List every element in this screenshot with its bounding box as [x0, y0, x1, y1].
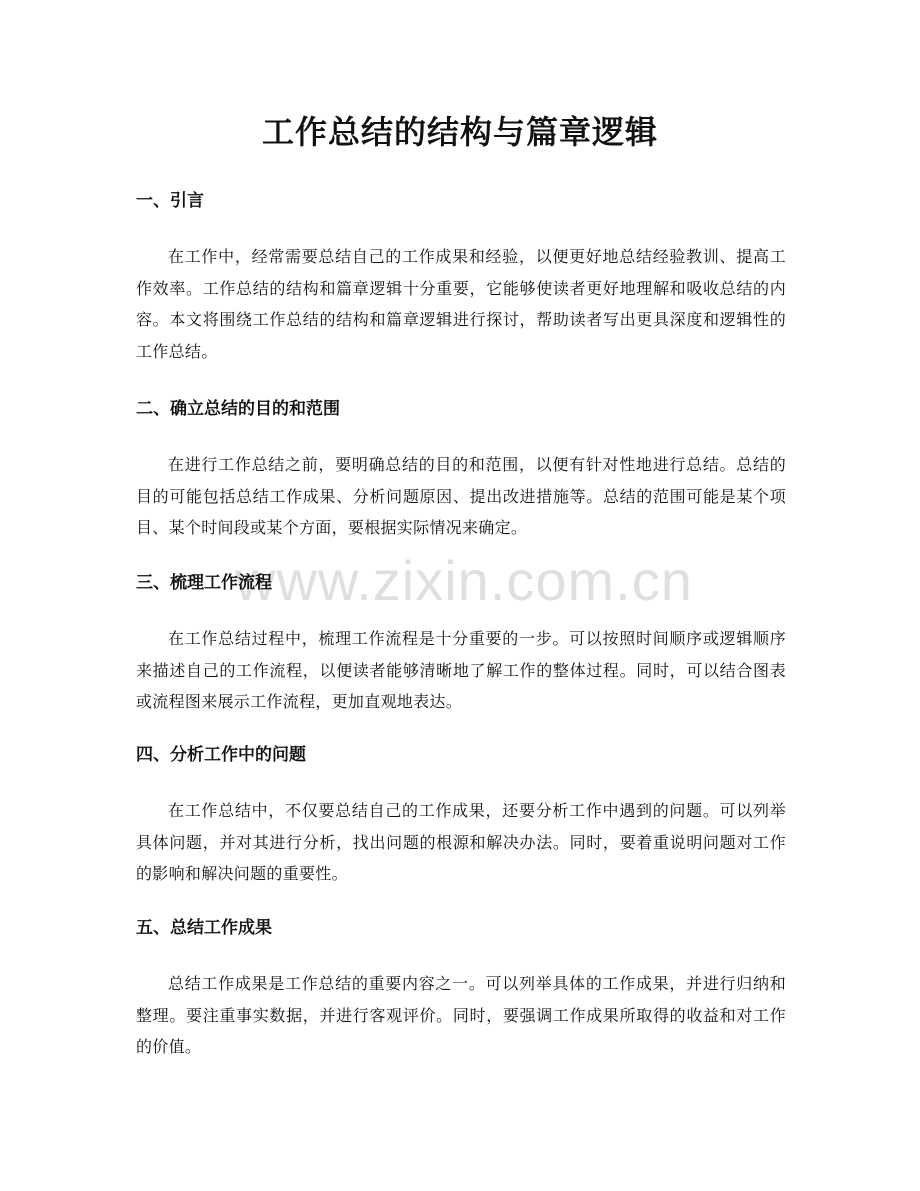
section-paragraph: 在工作中，经常需要总结自己的工作成果和经验，以便更好地总结经验教训、提高工作效率。工作总结的结构和篇章逻辑十分重要，它能够使读者更好地理解和吸收总结的内容。本文将围绕工作总结的结构和篇章逻辑进行探讨，帮助读者写出更具深度和逻辑性的工作总结。	[136, 247, 786, 361]
section-heading: 四、分析工作中的问题	[136, 745, 306, 765]
section-results	[136, 913, 786, 1063]
section-heading: 三、梳理工作流程	[136, 573, 272, 593]
section-paragraph: 在工作总结中，不仅要总结自己的工作成果，还要分析工作中遇到的问题。可以列举具体问题，并对其进行分析，找出问题的根源和解决办法。同时，要着重说明问题对工作的影响和解决问题的重要性。	[136, 801, 786, 883]
section-heading: 二、确立总结的目的和范围	[136, 399, 340, 419]
section-paragraph: 在进行工作总结之前，要明确总结的目的和范围，以便有针对性地进行总结。总结的目的可能包括总结工作成果、分析问题原因、提出改进措施等。总结的范围可能是某个项目、某个时间段或某个方面，要根据实际情况来确定。	[136, 455, 786, 537]
section-problems	[136, 740, 786, 890]
section-paragraph: 总结工作成果是工作总结的重要内容之一。可以列举具体的工作成果，并进行归纳和整理。要注重事实数据，并进行客观评价。同时，要强调工作成果所取得的收益和对工作的价值。	[136, 974, 786, 1056]
watermark: www.zixin.com.cn	[235, 549, 693, 612]
section-workflow	[136, 568, 786, 718]
section-introduction	[136, 186, 786, 367]
section-heading: 五、总结工作成果	[136, 918, 272, 938]
section-heading: 一、引言	[136, 191, 204, 211]
section-purpose-scope	[136, 394, 786, 544]
document-title: 工作总结的结构与篇章逻辑	[261, 113, 658, 151]
section-paragraph: 在工作总结过程中，梳理工作流程是十分重要的一步。可以按照时间顺序或逻辑顺序来描述自己的工作流程，以便读者能够清晰地了解工作的整体过程。同时，可以结合图表或流程图来展示工作流程，更加直观地表达。	[136, 629, 786, 711]
